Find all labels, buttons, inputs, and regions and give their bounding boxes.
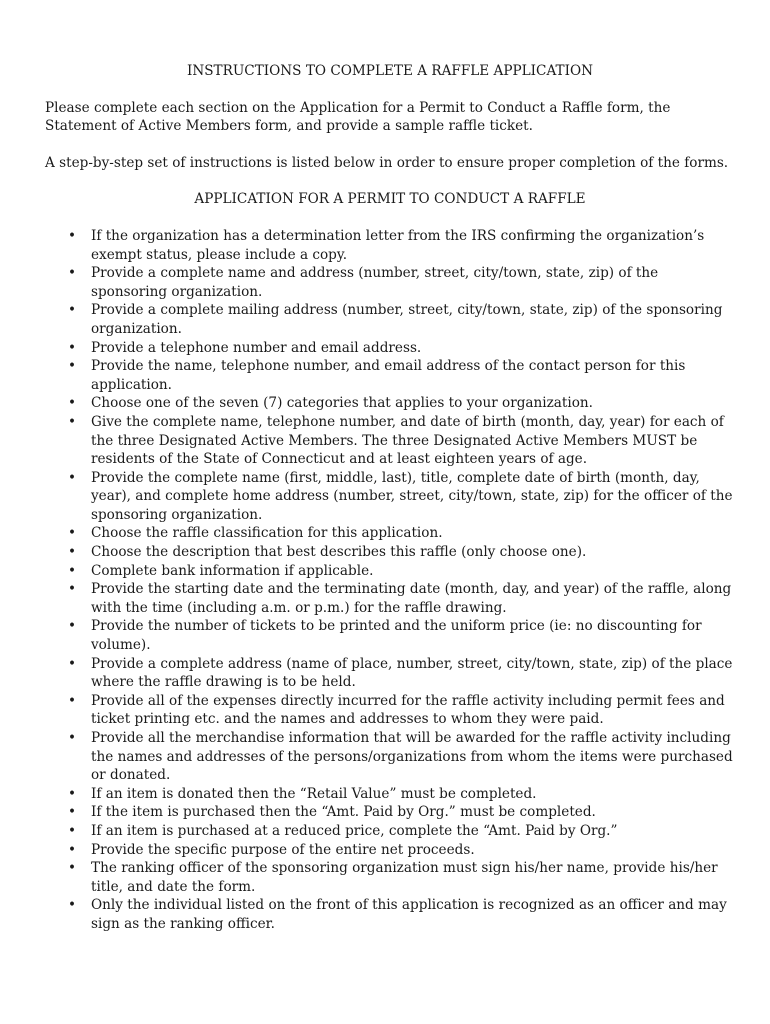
list-item-text: Provide a telephone number and email address. <box>91 339 422 356</box>
bullet-icon: • <box>68 785 77 802</box>
bullet-icon: • <box>68 525 77 542</box>
list-item-text: If an item is purchased at a reduced price, complete the “Amt. Paid by Org.” <box>91 822 618 839</box>
list-item <box>45 264 735 301</box>
list-item <box>45 729 735 785</box>
list-item-text: Provide all the merchandise information that will be awarded for the raffle activity including the names and addresses of the persons/organizations from whom the items were purchased or donated. <box>91 730 733 784</box>
list-item-text: Complete bank information if applicable. <box>91 562 374 579</box>
bullet-icon: • <box>68 692 77 709</box>
intro-paragraph: A step-by-step set of instructions is listed below in order to ensure proper completion of the forms. <box>45 154 729 171</box>
list-item <box>45 394 735 413</box>
list-item <box>45 524 735 543</box>
list-item <box>45 580 735 617</box>
list-item <box>45 562 735 581</box>
list-item-text: Provide a complete mailing address (number, street, city/town, state, zip) of the sponsoring organization. <box>91 302 723 337</box>
list-item-text: Provide the specific purpose of the entire net proceeds. <box>91 841 475 858</box>
bullet-icon: • <box>68 618 77 635</box>
list-item <box>45 339 735 358</box>
list-item-text: Provide all of the expenses directly incurred for the raffle activity including permit fees and ticket printing etc. and the names and addresses to whom they were paid. <box>91 692 725 728</box>
bullet-icon: • <box>68 469 77 486</box>
bullet-icon: • <box>68 544 77 561</box>
list-item <box>45 896 735 933</box>
bullet-icon: • <box>68 655 77 672</box>
list-item <box>45 227 735 264</box>
bullet-icon: • <box>68 581 77 598</box>
list-item <box>45 785 735 804</box>
list-item <box>45 357 735 394</box>
bullet-icon: • <box>68 730 77 746</box>
list-item <box>45 469 735 525</box>
list-item-text: If an item is donated then the “Retail Value” must be completed. <box>91 785 537 802</box>
bullet-icon: • <box>68 562 77 579</box>
intro-paragraph: Please complete each section on the Application for a Permit to Conduct a Raffle form, the Statement of Active Members form, and provide a sample raffle ticket. <box>45 99 671 135</box>
list-item-text: If the item is purchased then the “Amt. Paid by Org.” must be completed. <box>91 804 596 821</box>
list-item <box>45 822 735 841</box>
list-item <box>45 803 735 822</box>
bullet-icon: • <box>68 227 77 244</box>
list-item-text: Choose one of the seven (7) categories that applies to your organization. <box>91 395 593 412</box>
list-item-text: Provide a complete address (name of place, number, street, city/town, state, zip) of the place where the raffle drawing is to be held. <box>91 655 733 691</box>
bullet-icon: • <box>68 358 77 375</box>
list-item-text: Give the complete name, telephone number, and date of birth (month, day, year) for each of the three Designated Active Members. The three Designated Active Members MUST be residents of the State of Connecticut and at least eighteen years of age. <box>91 413 724 468</box>
list-item-text: Provide the complete name (first, middle, last), title, complete date of birth (month, day, year), and complete home address (number, street, city/town, state, zip) for the officer of the sponsoring organization. <box>91 469 733 523</box>
document-title: INSTRUCTIONS TO COMPLETE A RAFFLE APPLICATION <box>186 63 594 79</box>
bullet-icon: • <box>68 302 77 319</box>
list-item-text: Choose the description that best describes this raffle (only choose one). <box>91 544 587 561</box>
list-item <box>45 301 735 338</box>
bullet-icon: • <box>68 413 77 430</box>
list-item <box>45 413 735 469</box>
list-item-text: Provide a complete name and address (number, street, city/town, state, zip) of the sponsoring organization. <box>91 265 659 300</box>
list-item-text: If the organization has a determination letter from the IRS confirming the organization’s exempt status, please include a copy. <box>91 227 705 263</box>
bullet-icon: • <box>68 822 77 839</box>
section-heading: APPLICATION FOR A PERMIT TO CONDUCT A RAFFLE <box>194 191 586 208</box>
list-item-text: Provide the number of tickets to be printed and the uniform price (ie: no discounting for volume). <box>91 618 702 654</box>
list-item <box>45 655 735 692</box>
list-item-text: Only the individual listed on the front of this application is recognized as an officer and may sign as the ranking officer. <box>91 897 727 932</box>
list-item <box>45 543 735 562</box>
document-page <box>45 62 735 934</box>
list-item-text: Provide the name, telephone number, and email address of the contact person for this application. <box>91 358 686 393</box>
bullet-icon: • <box>68 841 77 858</box>
list-item-text: Choose the raffle classification for this application. <box>91 525 443 542</box>
bullet-icon: • <box>68 804 77 821</box>
bullet-icon: • <box>68 897 77 914</box>
list-item <box>45 859 735 896</box>
list-item-text: The ranking officer of the sponsoring organization must sign his/her name, provide his/her title, and date the form. <box>91 860 718 895</box>
list-item <box>45 841 735 860</box>
bullet-icon: • <box>68 860 77 877</box>
bullet-icon: • <box>68 265 77 282</box>
bullet-icon: • <box>68 395 77 412</box>
list-item-text: Provide the starting date and the terminating date (month, day, and year) of the raffle, along with the time (including a.m. or p.m.) for the raffle drawing. <box>91 581 732 616</box>
list-item <box>45 617 735 654</box>
bullet-icon: • <box>68 339 77 356</box>
instruction-list <box>45 227 735 934</box>
list-item <box>45 692 735 729</box>
